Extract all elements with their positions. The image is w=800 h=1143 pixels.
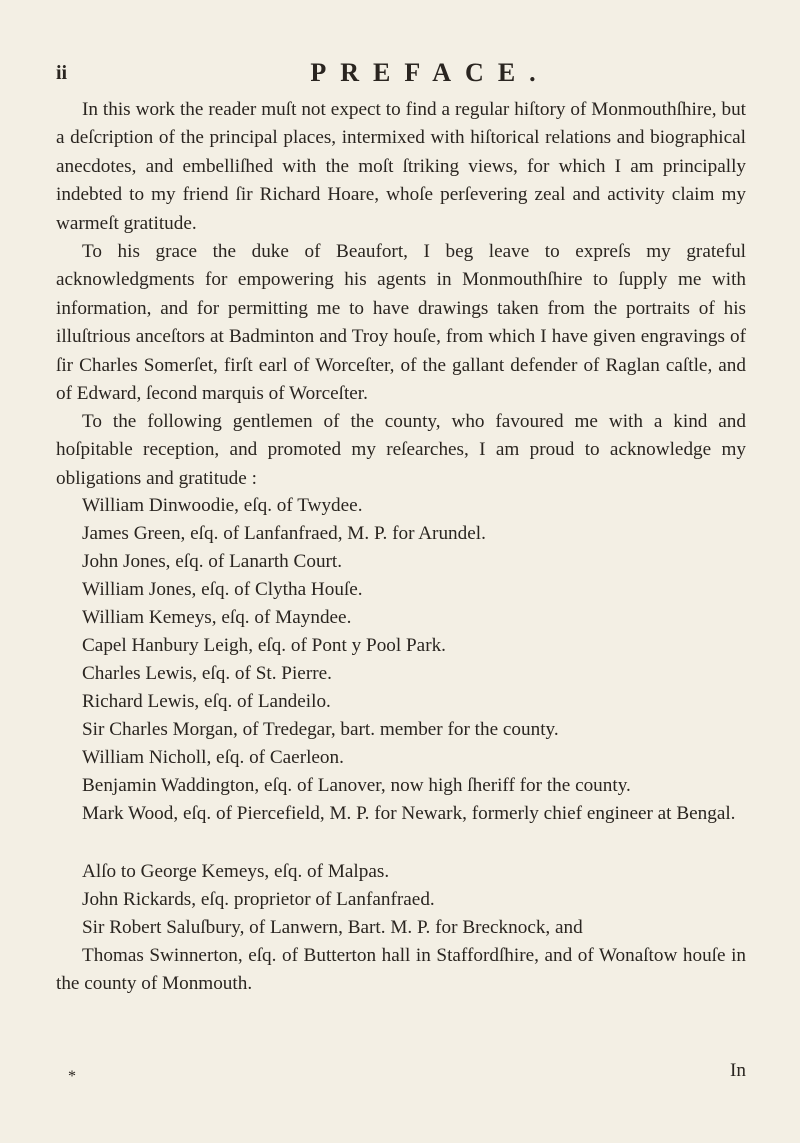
list-item: William Dinwoodie, eſq. of Twydee. [82, 495, 363, 516]
list-item: Mark Wood, eſq. of Piercefield, M. P. for Newark, formerly chief engineer at Bengal. [82, 803, 736, 824]
page-number: ii [56, 62, 68, 84]
list-item: William Nicholl, eſq. of Caerleon. [82, 747, 344, 768]
list-item: Capel Hanbury Leigh, eſq. of Pont y Pool Park. [82, 635, 446, 656]
list-item: John Jones, eſq. of Lanarth Court. [82, 551, 343, 572]
list-item: John Rickards, eſq. proprietor of Lanfanfraed. [82, 889, 435, 910]
list-item: Alſo to George Kemeys, eſq. of Malpas. [82, 861, 390, 882]
signature-mark: * [68, 1068, 76, 1085]
list-item: William Jones, eſq. of Clytha Houſe. [82, 579, 363, 600]
paragraph-intro: In this work the reader muſt not expect to find a regular hiſtory of Monmouthſhire, but a deſcription of the principal places, intermixed with hiſtorical relations and biographical anecdotes, and embelliſhed with the moſt ſtriking views, for which I am principally indebted to my friend ſir Richard Hoare, whoſe perſevering zeal and activity claim my warmeſt gratitude. [56, 99, 746, 234]
list-item: Thomas Swinnerton, eſq. of Butterton hall in Staffordſhire, and of Wonaſtow houſe in the county of Monmouth. [56, 945, 746, 995]
running-title: PREFACE. [310, 58, 550, 87]
paragraph-beaufort: To his grace the duke of Beaufort, I beg leave to expreſs my grateful acknowledgments for empowering his agents in Monmouthſhire to ſupply me with information, and for permitting me to have drawings taken from the portraits of his illuſtrious anceſtors at Badminton and Troy houſe, from which I have given engravings of ſir Charles Somerſet, firſt earl of Worceſter, of the gallant defender of Raglan caſtle, and of Edward, ſecond marquis of Worceſter. [56, 241, 746, 405]
list-item: Charles Lewis, eſq. of St. Pierre. [82, 663, 332, 684]
page-header [56, 58, 744, 92]
paragraph-gentlemen: To the following gentlemen of the county, who favoured me with a kind and hoſpitable reception, and promoted my reſearches, I am proud to acknowledge my obligations and gratitude : [56, 411, 746, 489]
list-item: Benjamin Waddington, eſq. of Lanover, now high ſheriff for the county. [82, 775, 631, 796]
list-item: Sir Charles Morgan, of Tredegar, bart. member for the county. [82, 719, 559, 740]
list-item: Richard Lewis, eſq. of Landeilo. [82, 691, 331, 712]
list-item: Sir Robert Saluſbury, of Lanwern, Bart. M. P. for Brecknock, and [82, 917, 583, 938]
list-item: William Kemeys, eſq. of Mayndee. [82, 607, 352, 628]
catchword: In [730, 1060, 746, 1081]
list-item: James Green, eſq. of Lanfanfraed, M. P. for Arundel. [82, 523, 486, 544]
